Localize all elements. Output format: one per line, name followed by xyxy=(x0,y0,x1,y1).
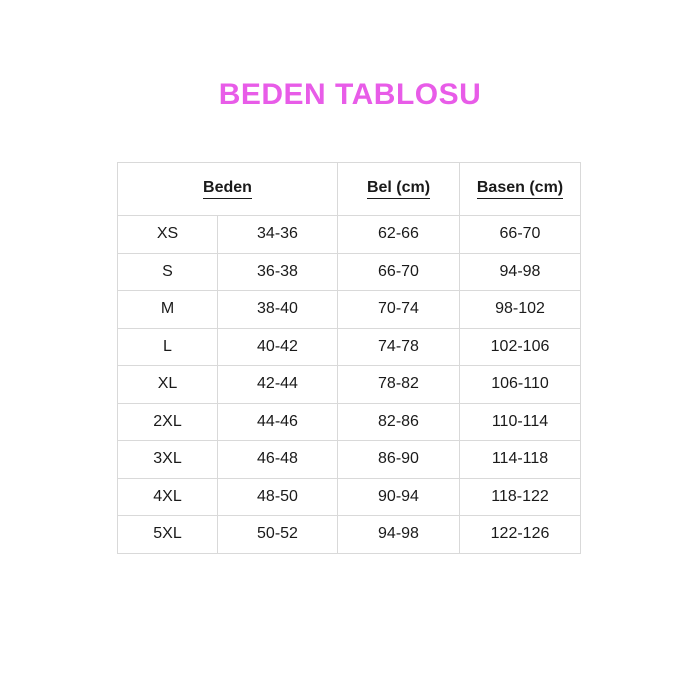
table-body xyxy=(118,216,581,554)
cell-beden: 48-50 xyxy=(218,478,338,516)
table-header-row xyxy=(118,163,581,216)
cell-beden: 42-44 xyxy=(218,366,338,404)
table-row xyxy=(118,516,581,554)
cell-basen: 122-126 xyxy=(460,516,581,554)
cell-beden: 36-38 xyxy=(218,253,338,291)
cell-beden: 34-36 xyxy=(218,216,338,254)
cell-size: S xyxy=(118,253,218,291)
cell-bel: 78-82 xyxy=(338,366,460,404)
cell-beden: 44-46 xyxy=(218,403,338,441)
cell-bel: 94-98 xyxy=(338,516,460,554)
cell-basen: 102-106 xyxy=(460,328,581,366)
cell-size: 4XL xyxy=(118,478,218,516)
column-header-beden-label: Beden xyxy=(203,179,252,199)
column-header-beden xyxy=(118,163,338,216)
table-row xyxy=(118,403,581,441)
cell-beden: 38-40 xyxy=(218,291,338,329)
table-row xyxy=(118,253,581,291)
cell-basen: 106-110 xyxy=(460,366,581,404)
cell-size: M xyxy=(118,291,218,329)
cell-basen: 118-122 xyxy=(460,478,581,516)
cell-basen: 98-102 xyxy=(460,291,581,329)
table-row xyxy=(118,478,581,516)
cell-basen: 94-98 xyxy=(460,253,581,291)
cell-size: 2XL xyxy=(118,403,218,441)
cell-bel: 70-74 xyxy=(338,291,460,329)
table-row xyxy=(118,216,581,254)
table-row xyxy=(118,328,581,366)
cell-size: XL xyxy=(118,366,218,404)
cell-beden: 50-52 xyxy=(218,516,338,554)
cell-bel: 74-78 xyxy=(338,328,460,366)
cell-size: XS xyxy=(118,216,218,254)
table-row xyxy=(118,366,581,404)
column-header-bel-label: Bel (cm) xyxy=(367,179,430,199)
cell-basen: 114-118 xyxy=(460,441,581,479)
table-header xyxy=(118,163,581,216)
table-row xyxy=(118,441,581,479)
cell-bel: 82-86 xyxy=(338,403,460,441)
size-table-container xyxy=(117,162,580,554)
size-table xyxy=(117,162,581,554)
cell-bel: 62-66 xyxy=(338,216,460,254)
table-row xyxy=(118,291,581,329)
column-header-basen xyxy=(460,163,581,216)
cell-bel: 86-90 xyxy=(338,441,460,479)
cell-size: 5XL xyxy=(118,516,218,554)
cell-bel: 66-70 xyxy=(338,253,460,291)
cell-beden: 46-48 xyxy=(218,441,338,479)
cell-size: L xyxy=(118,328,218,366)
page-title: BEDEN TABLOSU xyxy=(218,78,482,111)
cell-basen: 110-114 xyxy=(460,403,581,441)
column-header-basen-label: Basen (cm) xyxy=(477,179,563,199)
cell-basen: 66-70 xyxy=(460,216,581,254)
cell-beden: 40-42 xyxy=(218,328,338,366)
column-header-bel xyxy=(338,163,460,216)
cell-size: 3XL xyxy=(118,441,218,479)
cell-bel: 90-94 xyxy=(338,478,460,516)
